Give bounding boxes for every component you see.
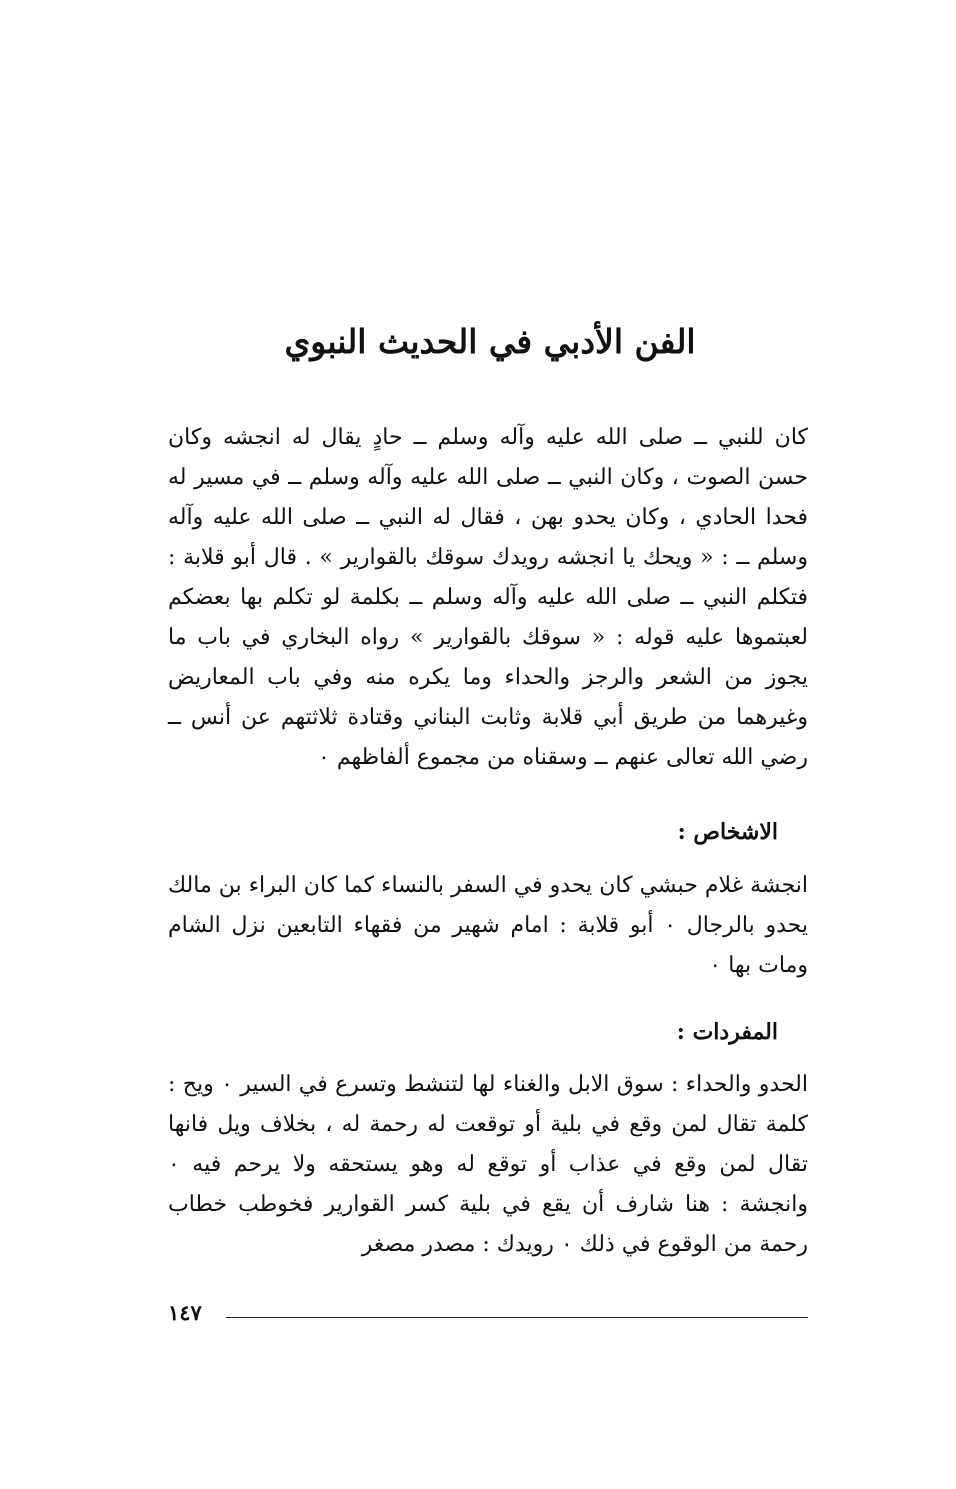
page-footer bbox=[168, 1298, 808, 1328]
vocabulary-heading: المفردات : bbox=[676, 1019, 778, 1045]
persons-paragraph bbox=[168, 866, 808, 986]
page-number: ١٤٧ bbox=[168, 1300, 202, 1325]
chapter-title: الفن الأدبي في الحديث النبوي bbox=[284, 322, 696, 361]
hadith-paragraph bbox=[168, 418, 808, 778]
persons-text: انجشة غلام حبشي كان يحدو في السفر بالنساء كما كان البراء بن مالك يحدو بالرجال ٠ أبو قلابة : امام شهير من فقهاء التابعين نزل الشام ومات بها ٠ bbox=[168, 873, 808, 978]
hadith-text: كان للنبي ــ صلى الله عليه وآله وسلم ــ حادٍ يقال له انجشه وكان حسن الصوت ، وكان النبي ــ صلى الله عليه وآله وسلم ــ في مسير له فحدا الحادي ، وكان يحدو بهن ، فقال له النبي ــ صلى الله عليه وآله وسلم ــ : « ويحك يا انجشه رويدك سوقك بالقوارير » . قال أبو قلابة : فتكلم النبي ــ صلى الله عليه وآله وسلم ــ بكلمة لو تكلم بها بعضكم لعبتموها عليه قوله : « سوقك بالقوارير » رواه البخاري في باب ما يجوز من الشعر والرجز والحداء وما يكره منه وفي باب المعاريض وغيرهما من طريق أبي قلابة وثابت البناني وقتادة ثلاثتهم عن أنس ــ رضي الله تعالى عنهم ــ وسقناه من مجموع ألفاظهم ٠ bbox=[168, 425, 808, 770]
persons-heading: الاشخاص : bbox=[677, 819, 778, 845]
footer-rule bbox=[226, 1317, 808, 1318]
vocabulary-paragraph bbox=[168, 1065, 808, 1265]
vocabulary-text: الحدو والحداء : سوق الابل والغناء لها لتنشط وتسرع في السير ٠ ويح : كلمة تقال لمن وقع في بلية أو توقعت له رحمة له ، بخلاف ويل فانها تقال لمن وقع في عذاب أو توقع له وهو يستحقه ولا يرحم فيه ٠ وانجشة : هنا شارف أن يقع في بلية كسر القوارير فخوطب خطاب رحمة من الوقوع في ذلك ٠ رويدك : مصدر مصغر bbox=[168, 1072, 808, 1257]
